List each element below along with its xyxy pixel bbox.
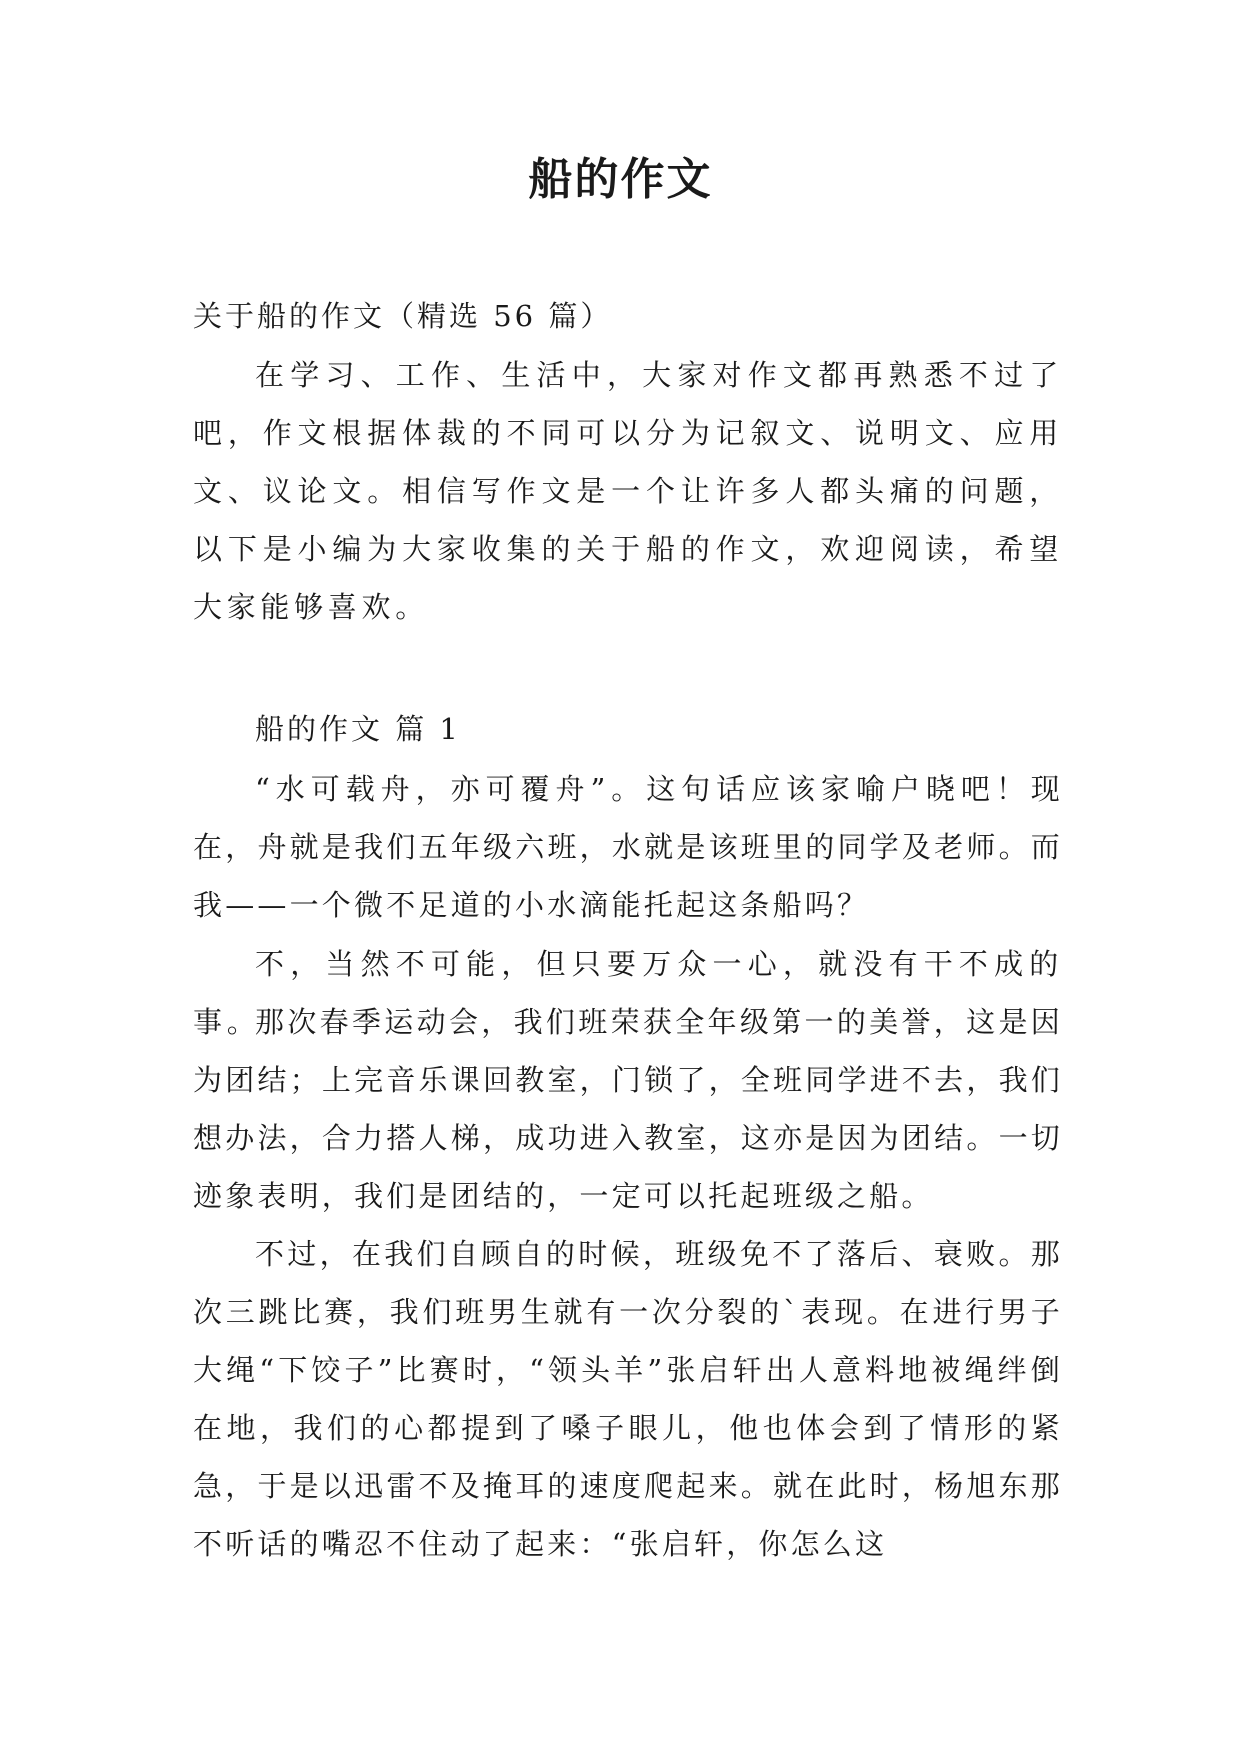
body-paragraph-4: 不过，在我们自顾自的时候，班级免不了落后、衰败。那次三跳比赛，我们班男生就有一次分裂的`表现。在进行男子大绳“下饺子”比赛时，“领头羊”张启轩出人意料地被绳绊倒在地，我们的心都提到了嗓子眼儿，他也体会到了情形的紧急，于是以迅雷不及掩耳的速度爬起来。就在此时，杨旭东那不听话的嘴忍不住动了起来：“张启轩，你怎么这	[193, 1237, 1063, 1561]
document-subtitle: 关于船的作文（精选 56 篇）	[193, 299, 613, 333]
document-title: 船的作文	[528, 154, 713, 205]
body-paragraph-1: “水可载舟，亦可覆舟”。这句话应该家喻户晓吧！现在，舟就是我们五年级六班，水就是该班里的同学及老师。而我——一个微不足道的小水滴能托起这条船吗？	[193, 772, 1063, 922]
section-heading: 船的作文 篇 1	[255, 712, 461, 746]
body-paragraph-2: 不，当然不可能，但只要万众一心，就没有干不成的事。	[193, 947, 1063, 1039]
body-paragraph-3: 那次春季运动会，我们班荣获全年级第一的美誉，这是因为团结；上完音乐课回教室，门锁了，全班同学进不去，我们想办法，合力搭人梯，成功进入教室，这亦是因为团结。一切迹象表明，我们是团结的，一定可以托起班级之船。	[193, 1005, 1063, 1213]
intro-paragraph: 在学习、工作、生活中，大家对作文都再熟悉不过了吧，作文根据体裁的不同可以分为记叙文、说明文、应用文、议论文。相信写作文是一个让许多人都头痛的问题，以下是小编为大家收集的关于船的作文，欢迎阅读，希望大家能够喜欢。	[193, 358, 1063, 624]
